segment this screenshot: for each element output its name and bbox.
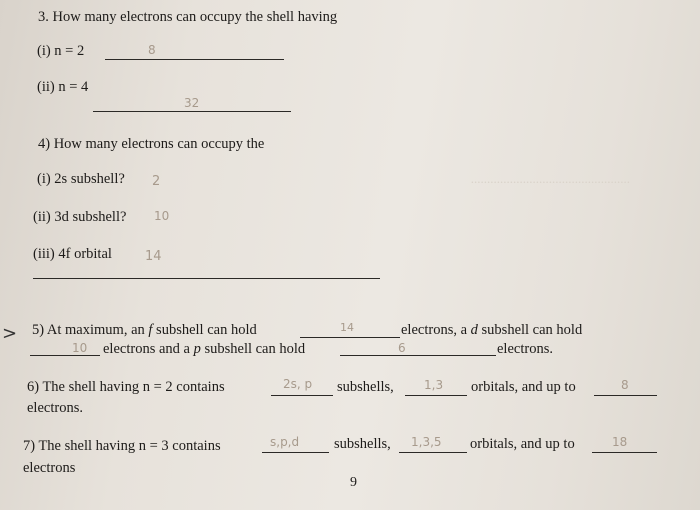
q3-ii-answer: 32 (184, 96, 200, 110)
q6-part4: electrons. (27, 400, 83, 416)
q6-part3: orbitals, and up to (471, 379, 576, 395)
q5-p-letter: p (193, 341, 201, 357)
q5-answer-d-line (30, 355, 100, 356)
q7-answer-electrons: 18 (612, 435, 628, 449)
q5-part2: subshell can hold (156, 322, 257, 338)
q6-part1: 6) The shell having n = 2 contains (27, 379, 225, 395)
q5-f-letter: f (148, 322, 153, 338)
q5-answer-f: 14 (340, 321, 354, 334)
q5-part7: electrons. (497, 341, 553, 357)
q4-iii-label: (iii) 4f orbital (33, 246, 112, 262)
q5-part6: subshell can hold (204, 341, 306, 357)
q7-answer-electrons-line (592, 452, 657, 453)
q3-i-answer: 8 (148, 43, 156, 57)
q3-prompt: 3. How many electrons can occupy the shell having (38, 9, 338, 25)
q6-answer-electrons: 8 (621, 378, 629, 392)
q5-line1-text (32, 323, 257, 338)
q7-part4: electrons (23, 460, 76, 476)
q5-answer-p-line (340, 355, 496, 356)
q5-line2-text (103, 342, 305, 357)
q6-answer-subshells: 2s, p (283, 377, 313, 391)
q4-i-answer: 2 (152, 174, 161, 189)
q4-prompt: 4) How many electrons can occupy the (38, 136, 265, 152)
q5-part4: subshell can hold (481, 322, 583, 338)
q3-i-label: (i) n = 2 (37, 43, 85, 59)
q7-part2: subshells, (334, 436, 391, 452)
q6-answer-subshells-line (271, 395, 333, 396)
q5-answer-d: 10 (72, 341, 88, 355)
q7-answer-orbitals: 1,3,5 (411, 435, 442, 449)
q6-answer-orbitals: 1,3 (424, 378, 444, 392)
q7-answer-orbitals-line (399, 452, 467, 453)
q6-answer-orbitals-line (405, 395, 467, 396)
q4-iii-answer: 14 (145, 249, 162, 264)
q4-ii-answer: 10 (154, 209, 170, 223)
q7-part1: 7) The shell having n = 3 contains (23, 438, 221, 454)
page-number: 9 (350, 475, 357, 490)
q5-margin-arrow-mark: > (2, 323, 18, 344)
q6-part2: subshells, (337, 379, 394, 395)
q6-answer-electrons-line (594, 395, 657, 396)
q5-line1-end (401, 323, 582, 338)
q7-answer-subshells-line (262, 452, 329, 453)
q4-i-label: (i) 2s subshell? (37, 171, 125, 187)
q5-d-letter: d (470, 322, 478, 338)
q7-answer-subshells: s,p,d (270, 435, 300, 449)
q5-part5: electrons and a (103, 341, 190, 357)
q5-answer-f-line (300, 337, 400, 338)
q4-divider-line (33, 278, 380, 279)
q4-ii-label: (ii) 3d subshell? (33, 209, 127, 225)
q3-ii-label: (ii) n = 4 (37, 79, 89, 95)
q5-part1: 5) At maximum, an (32, 322, 145, 338)
q3-i-answer-line (105, 59, 284, 60)
q5-answer-p: 6 (398, 341, 406, 355)
q7-part3: orbitals, and up to (470, 436, 575, 452)
q3-ii-answer-line (93, 111, 291, 112)
show-through-text: ................................................. (470, 172, 630, 185)
q5-part3: electrons, a (401, 322, 468, 338)
